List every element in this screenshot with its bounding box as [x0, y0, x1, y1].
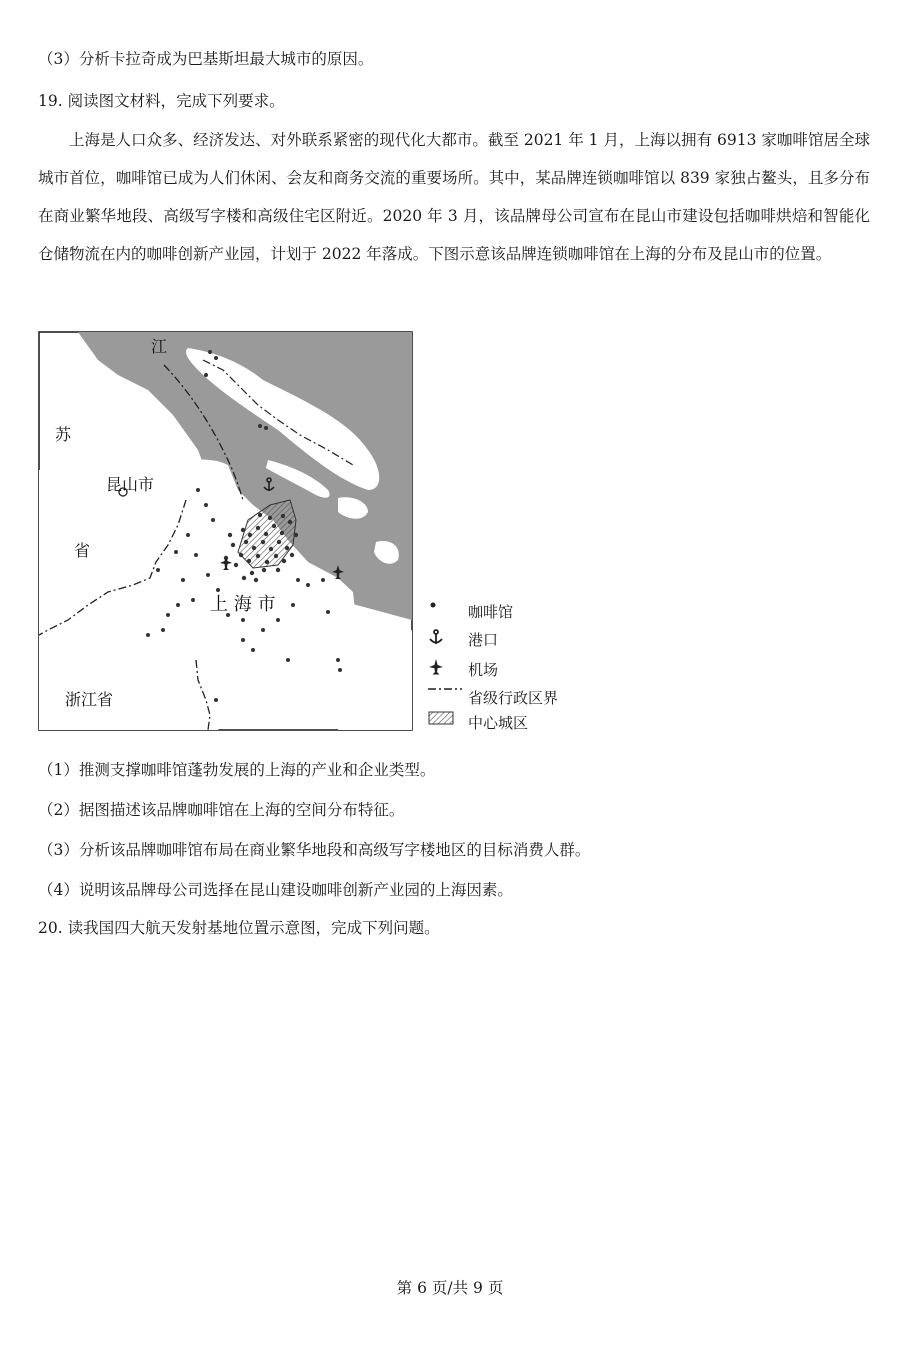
- shanghai-coffee-map: [38, 330, 598, 740]
- q19-subquestion-4: （4）说明该品牌母公司选择在昆山建设咖啡创新产业园的上海因素。: [38, 881, 513, 899]
- q18-subquestion-3: （3）分析卡拉奇成为巴基斯坦最大城市的原因。: [38, 50, 374, 68]
- legend-label: 省级行政区界: [468, 688, 559, 707]
- legend-label: 咖啡馆: [468, 602, 514, 621]
- q19-stem: 19. 阅读图文材料，完成下列要求。: [38, 92, 285, 110]
- legend-port: [428, 628, 498, 650]
- label-shanghai: 上 海 市: [210, 594, 276, 615]
- label-sheng: 省: [74, 541, 91, 560]
- page-footer: 第 6 页/共 9 页: [396, 1279, 504, 1297]
- legend-label: 机场: [468, 660, 499, 679]
- label-jiang: 江: [151, 337, 168, 356]
- label-su: 苏: [55, 425, 72, 444]
- legend-boundary: [428, 686, 558, 708]
- dash-dot-line-icon: [428, 686, 464, 708]
- legend-label: 中心城区: [468, 713, 529, 732]
- q19-subquestion-1: （1）推测支撑咖啡馆蓬勃发展的上海的产业和企业类型。: [38, 761, 436, 779]
- legend-central-city: [428, 711, 528, 733]
- coffee-dot-icon: [428, 600, 464, 622]
- hatch-swatch-icon: [428, 711, 464, 733]
- anchor-icon: [428, 628, 464, 650]
- q19-subquestion-3: （3）分析该品牌咖啡馆布局在商业繁华地段和高级写字楼地区的目标消费人群。: [38, 841, 591, 859]
- q19-material: 上海是人口众多、经济发达、对外联系紧密的现代化大都市。截至 2021 年 1 月，上海以拥有 6913 家咖啡馆居全球城市首位，咖啡馆已成为人们休闲、会友和商务交流的重要场所。其中，某品牌连锁咖啡馆以 839 家独占鳌头，且多分布在商业繁华地段、高级写字楼和高级住宅区附近。2020 年 3 月，该品牌母公司宣布在昆山市建设包括咖啡烘焙和智能化仓储物流在内的咖啡创新产业园，计划于 2022 年落成。下图示意该品牌连锁咖啡馆在上海的分布及昆山市的位置。: [38, 131, 870, 263]
- map-graphic: [38, 330, 598, 740]
- airplane-icon: [428, 658, 464, 680]
- q19-subquestion-2: （2）据图描述该品牌咖啡馆在上海的空间分布特征。: [38, 801, 405, 819]
- legend-coffee: [428, 600, 513, 622]
- legend-airport: [428, 658, 498, 680]
- label-kunshan: 昆山市: [106, 475, 155, 494]
- legend-label: 港口: [468, 630, 499, 649]
- q20-stem: 20. 读我国四大航天发射基地位置示意图，完成下列问题。: [38, 919, 440, 937]
- label-zhejiang: 浙江省: [65, 690, 114, 709]
